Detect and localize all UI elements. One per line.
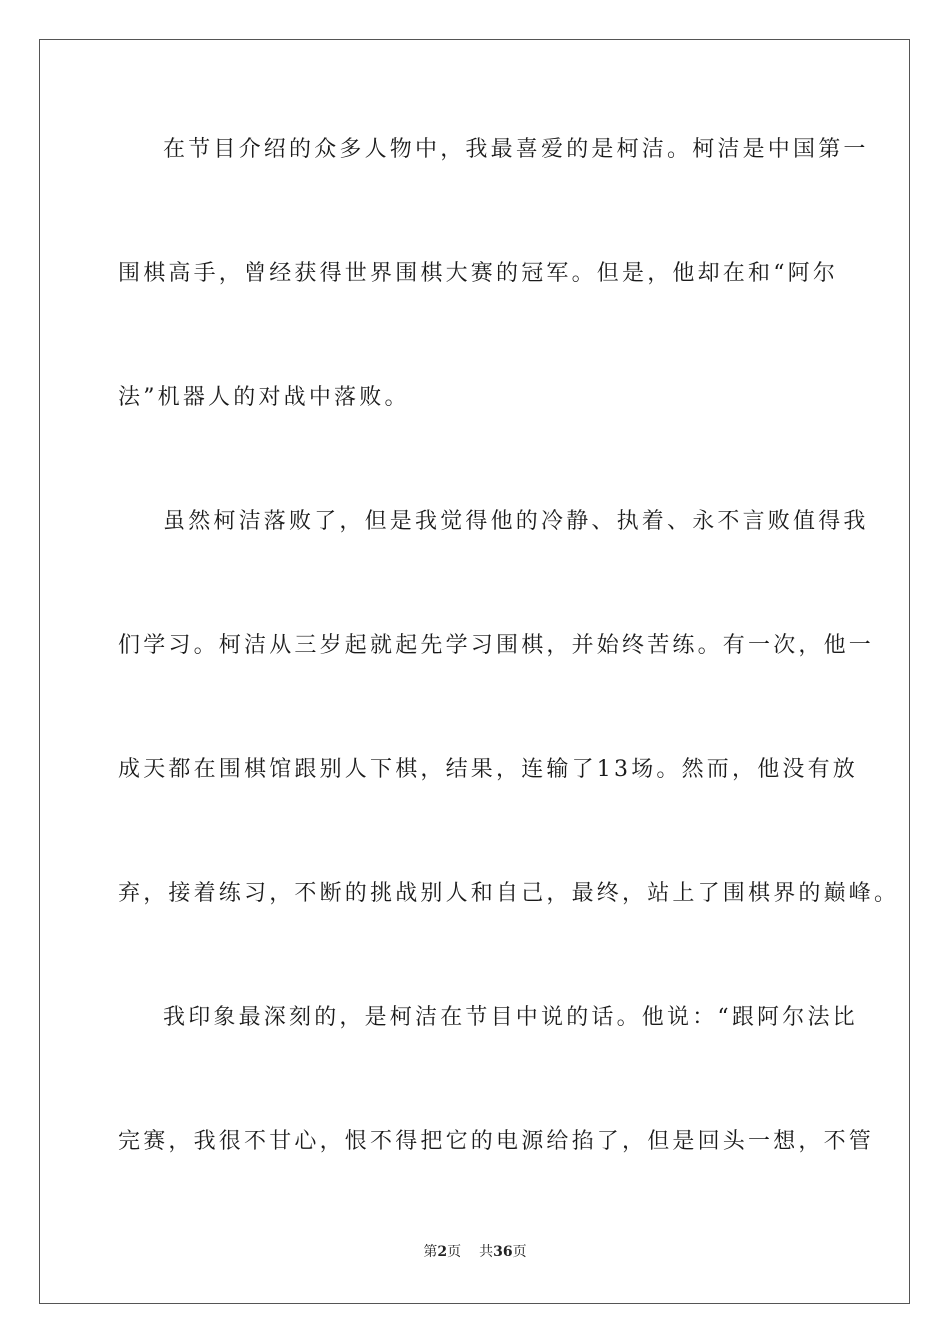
text-line-6: 成天都在围棋馆跟别人下棋，结果，连输了13场。然而，他没有放 (118, 757, 858, 782)
total-suffix: 页 (512, 1244, 527, 1260)
total-prefix: 共 (479, 1244, 494, 1260)
page-frame (39, 39, 910, 1304)
page-prefix: 第 (423, 1244, 438, 1260)
text-line-3: 法”机器人的对战中落败。 (118, 385, 410, 410)
page-footer (0, 1243, 950, 1261)
page-suffix: 页 (447, 1244, 462, 1260)
text-line-8: 我印象最深刻的，是柯洁在节目中说的话。他说：“跟阿尔法比 (163, 1005, 858, 1030)
text-line-4: 虽然柯洁落败了，但是我觉得他的冷静、执着、永不言败值得我 (163, 509, 869, 534)
text-line-2: 围棋高手，曾经获得世界围棋大赛的冠军。但是，他却在和“阿尔 (118, 261, 839, 286)
text-line-1: 在节目介绍的众多人物中，我最喜爱的是柯洁。柯洁是中国第一 (163, 137, 869, 162)
current-page-number: 2 (437, 1244, 448, 1260)
total-page-number: 36 (493, 1244, 513, 1260)
text-line-7: 弃，接着练习，不断的挑战别人和自己，最终，站上了围棋界的巅峰。 (118, 881, 900, 906)
text-line-5: 们学习。柯洁从三岁起就起先学习围棋，并始终苦练。有一次，他一 (118, 633, 875, 658)
text-line-9: 完赛，我很不甘心，恨不得把它的电源给掐了，但是回头一想，不管 (118, 1129, 875, 1154)
